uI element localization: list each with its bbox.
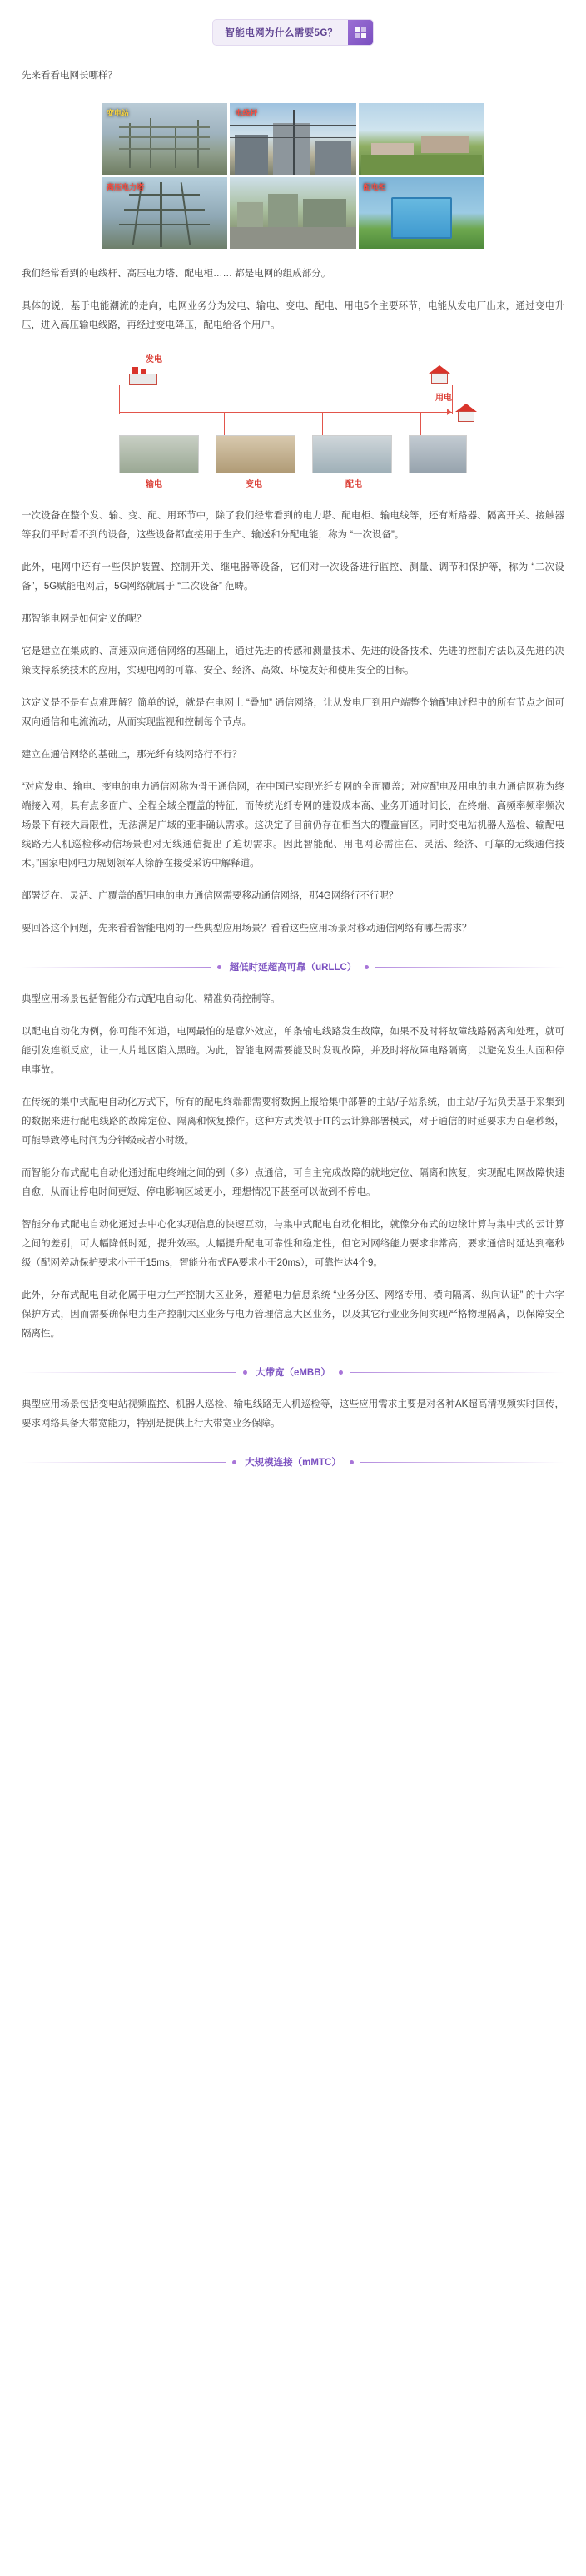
intro-question: 先来看看电网长哪样？ (22, 71, 117, 81)
divider-line-right (360, 1462, 564, 1463)
power-flow-diagram (99, 352, 487, 493)
paragraph-5: 它是建立在集成的、高速双向通信网络的基础上，通过先进的传感和测量技术、先进的设备技术、先进的控制方法以及先进的决策支持系统技术的应用，实现电网的可靠、安全、经济、高效、环境友好和使用安全的目标。 (22, 646, 564, 676)
photo-substation (102, 103, 227, 175)
question-4: 部署泛在、灵活、广覆盖的配用电的电力通信网需要移动通信网络，那4G网络行不行呢？ (22, 891, 399, 901)
divider-dot (350, 1460, 354, 1464)
photo-transmission-tower (102, 177, 227, 249)
flow-tile-substation (312, 435, 392, 473)
section-heading-mmtc (22, 1455, 564, 1469)
paragraph-6: 这定义是不是有点难理解？简单的说，就是在电网上 “叠加” 通信网络，让从发电厂到用户端整个输配电过程中的所有节点之间可双向通信和电流流动，从而实现监视和控制每个节点。 (22, 698, 564, 727)
section-heading-embb (22, 1365, 564, 1379)
section-label-urllc: 超低时延超高可靠（uRLLC） (229, 963, 357, 973)
urllc-paragraph-2: 以配电自动化为例，你可能不知道，电网最怕的是意外效应，单条输电线路发生故障，如果不及时将故障线路隔离和处理，就可能引发连锁反应，让一大片地区陷入黑暗。为此，智能电网需要能及时发现故障，并及时将故障电路隔离，以避免发生大面积停电事故。 (22, 1027, 564, 1075)
flow-label-distribution: 配电 (345, 480, 362, 489)
divider-line-left (22, 1462, 226, 1463)
grid-photo-collage (99, 101, 487, 251)
urllc-paragraph-5: 智能分布式配电自动化通过去中心化实现信息的快速互动，与集中式配电自动化相比，就像分布式的边缘计算与集中式的云计算之间的差别，可大幅降低时延，提升效率。大幅提升配电可靠性和稳定性，但它对网络能力要求非常高，要求通信时延达到毫秒级（配网差动保护要求小于于15ms，智能分布式FA要求小于20ms），可靠性达4个9。 (22, 1220, 564, 1268)
section-label-mmtc: 大规模连接（mMTC） (245, 1458, 341, 1468)
flow-label-substation: 变电 (246, 480, 262, 489)
photo-rural-house (359, 103, 484, 175)
paragraph-4: 此外，电网中还有一些保护装置、控制开关、继电器等设备，它们对一次设备进行监控、测量、调节和保护等，称为 “二次设备”，5G赋能电网后，5G网络就属于 “二次设备” 范畴。 (22, 562, 564, 592)
title-banner (22, 20, 564, 45)
divider-line-left (22, 967, 211, 968)
urllc-paragraph-3: 在传统的集中式配电自动化方式下，所有的配电终端都需要将数据上报给集中部署的主站/子站系统，由主站/子站负责基于采集到的数据来进行配电线路的故障定位、隔离和恢复操作。这种方式类似于IT的云计算部署模式，对于通信的时延要求为百毫秒级，可能导致停电时间为分钟级或者小时级。 (22, 1097, 564, 1146)
urllc-paragraph-1: 典型应用场景包括智能分布式配电自动化、精准负荷控制等。 (22, 994, 281, 1004)
photo-caption-cabinet: 配电柜 (363, 183, 386, 191)
photo-street-scene (230, 177, 355, 249)
divider-line-right (350, 1372, 564, 1373)
flow-node-building (455, 404, 477, 422)
question-3: 建立在通信网络的基础上，那光纤有线网络行不行？ (22, 750, 242, 760)
divider-dot (365, 965, 369, 969)
flow-label-generation: 发电 (146, 355, 162, 364)
flow-tile-generation (119, 435, 199, 473)
grid-badge-icon (348, 20, 373, 45)
divider-line-right (375, 967, 564, 968)
flow-label-consumption: 用电 (435, 394, 452, 403)
flow-label-transmission: 输电 (146, 480, 162, 489)
divider-dot (339, 1370, 343, 1375)
photo-caption-tower: 高压电力塔 (107, 183, 145, 191)
photo-caption-pole: 电线杆 (235, 109, 258, 117)
divider-dot (217, 965, 221, 969)
flow-tile-transmission (216, 435, 295, 473)
photo-caption-substation: 变电站 (107, 109, 130, 117)
flow-node-power-plant (129, 367, 157, 385)
paragraph-3: 一次设备在整个发、输、变、配、用环节中，除了我们经常看到的电力塔、配电柜、输电线等，还有断路器、隔离开关、接触器等我们平时看不到的设备，这些设备都直接用于生产、输送和分配电能，称为 “一次设备”。 (22, 511, 564, 540)
bottom-spacer (22, 1485, 564, 1492)
section-label-embb: 大带宽（eMBB） (255, 1368, 331, 1378)
title-pill (213, 20, 372, 45)
flow-tile-distribution (409, 435, 467, 473)
paragraph-2: 具体的说，基于电能潮流的走向，电网业务分为发电、输电、变电、配电、用电5个主要环节，电能从发电厂出来，通过变电升压，进入高压输电线路，再经过变电降压，配电给各个用户。 (22, 301, 564, 330)
photo-distribution-cabinet (359, 177, 484, 249)
embb-paragraph-1: 典型应用场景包括变电站视频监控、机器人巡检、输电线路无人机巡检等，这些应用需求主要是对各种AK超高清视频实时回传，要求网络具备大带宽能力，特别是提供上行大带宽业务保障。 (22, 1399, 564, 1429)
paragraph-7: “对应发电、输电、变电的电力通信网称为骨干通信网，在中国已实现光纤专网的全面覆盖；对应配电及用电的电力通信网称为终端接入网，具有点多面广、全程全域全覆盖的特征，而传统光纤专网的建设成本高、业务开通时间长，在终端、高频率频率频次场景下有较大局限性，无法满足广域的亚非确认需求。这决定了目前仍存在相当大的覆盖盲区。同时变电站机器人巡检、输配电线路无人机巡检移动信场景也对无线通信提出了迫切需求。因此智能配、用电网必需注在、灵活、经济、可靠的无线通信技术。”国家电网电力规划领军人徐静在接受采访中解释道。 (22, 782, 564, 869)
flow-node-home (429, 365, 450, 384)
section-heading-urllc (22, 960, 564, 973)
divider-dot (243, 1370, 247, 1375)
urllc-paragraph-6: 此外，分布式配电自动化属于电力生产控制大区业务，遵循电力信息系统 “业务分区、网络专用、横向隔离、纵向认证” 的十六字保护方式，因而需要确保电力生产控制大区业务与电力管理信息大区业务，以及其它行业业务间实现严格物理隔离，以保障安全隔离性。 (22, 1290, 564, 1339)
urllc-paragraph-4: 而智能分布式配电自动化通过配电终端之间的到（多）点通信，可自主完成故障的就地定位、隔离和恢复，实现配电网故障快速自愈，从而让停电时间更短、停电影响区域更小，理想情况下甚至可以做到不停电。 (22, 1168, 564, 1197)
photo-power-pole (230, 103, 355, 175)
page-title: 智能电网为什么需要5G？ (225, 28, 338, 38)
question-5: 要回答这个问题，先来看看智能电网的一些典型应用场景？看看这些应用场景对移动通信网络有哪些需求？ (22, 924, 472, 934)
divider-line-left (22, 1372, 236, 1373)
paragraph-1: 我们经常看到的电线杆、高压电力塔、配电柜…… 都是电网的组成部分。 (22, 269, 331, 279)
question-2: 那智能电网是如何定义的呢？ (22, 614, 146, 624)
divider-dot (232, 1460, 236, 1464)
